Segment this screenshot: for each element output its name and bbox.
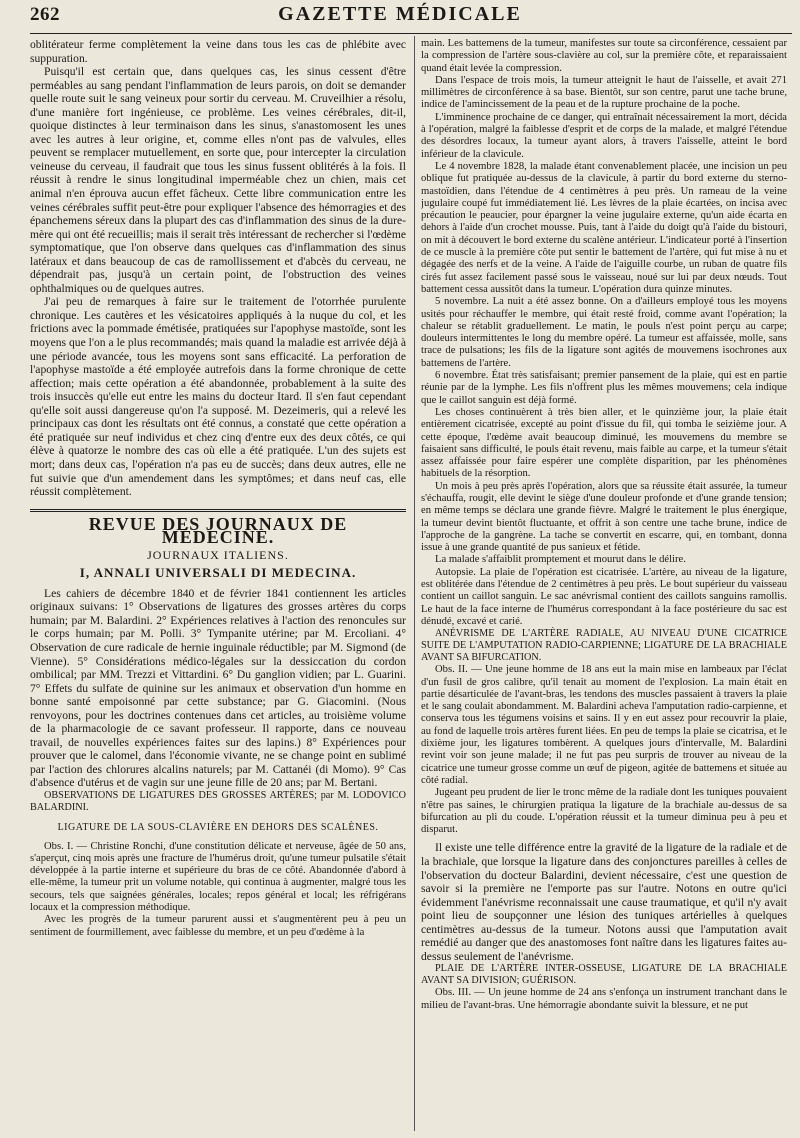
column-divider — [414, 36, 415, 1131]
left-column — [30, 38, 406, 1133]
observations-heading: OBSERVATIONS DE LIGATURES DES GROSSES ARTÈRES; par M. LODOVICO BALARDINI. — [30, 789, 406, 813]
paragraph: Obs. II. — Une jeune homme de 18 ans eut la main mise en lambeaux par l'éclat d'un fusil de gros calibre, qu'il tenait au moment de l'explosion. La main était en partie désarticulée de l'avant-bras, les tendons des muscles passaient à travers la plaie et le sang coulait abondamment. M. Balardini acheva l'amputation radio-carpienne, et conserva tous les tégumens voisins et sains. Il y en eut assez pour recouvrir la plaie, au fond de laquelle trois artères furent liées. En peu de temps la plaie se cicatrisa, et le dixième jour, les ligatures tombèrent. A quelques jours d'intervalle, M. Balardini revint voir son jeune malade; il ne fut pas peu surpris de trouver au niveau de la cicatrice une tumeur grosse comme un œuf de pigeon, agitée de battemens et située au côté radial. — [421, 664, 787, 786]
paragraph: J'ai peu de remarques à faire sur le traitement de l'otorrhée purulente chronique. Les cautères et les vésicatoires appliqués à la nuque du col, et les frictions avec la pommade émétisée, pratiquées sur l'apophyse mastoïde, sont les moyens que l'on a le plus recommandés; mais quand la maladie est arrivée déjà à une période avancée, tous les moyens sont sans efficacité. La perforation de l'apophyse mastoïde a été employée autrefois dans la forme chronique de cette affection; mais cette opération a été abandonnée, probablement à la suite des trois insuccès qu'elle eut entre les mains du docteur Itard. Il s'en faut cependant qu'elle soit aussi dangereuse qu'on l'a supposé. M. Dezeimeris, qui a relevé les principaux cas dont les résultats ont été connus, a constaté que cette opération a été pratiquée sur neuf individus et chez cinq d'entre eux des deux côtés, ce qui élève à quatorze le nombre des cas où elle a été pratiquée. L'un des sujets est mort; dans deux cas, l'opération n'a pas eu de succès; dans deux autres, elle ne fut suivie que d'un amendement dans les symptômes; et dans neuf cas, elle réussit complètement. — [30, 295, 406, 499]
paragraph: 5 novembre. La nuit a été assez bonne. On a d'ailleurs employé tous les moyens usités pour réchauffer le membre, qui était resté froid, comme avant l'opération; la chaleur se rétablit graduellement. Le matin, le pouls n'est point perçu au carpe; douleurs intermittentes le long du membre opéré. La tumeur est affaissée, molle, sans trace de pulsations; les fils de la ligature sont agités de mouvemens isochrones aux battemens de l'artère. — [421, 296, 787, 369]
paragraph: L'imminence prochaine de ce danger, qui entraînait nécessairement la mort, décida à l'opération, malgré la faiblesse d'esprit et de corps de la malade, et malgré l'étendue des désordres locaux, la tumeur ayant alors, à travers l'aisselle, atteint le bord inférieur de la clavicule. — [421, 111, 787, 160]
paragraph: Les choses continuèrent à très bien aller, et le quinzième jour, la plaie était entièrement cicatrisée, excepté au point d'issue du fil, qui tomba le seizième jour. A cette époque, l'œdème avait beaucoup diminué, les mouvemens du membre se faisaient sans difficulté, le pouls était revenu, mais faible au carpe, et la tumeur s'était assez affaissée pour faire espérer une complète disparition, par les phénomènes habituels de la résorption. — [421, 406, 787, 480]
paragraph: main. Les battemens de la tumeur, manifestes sur toute sa circonférence, cessaient par la compression de l'artère sous-clavière au col, sur la première côte, et reparaissaient quand était levée la compression. — [421, 38, 787, 74]
paragraph: La malade s'affaiblit promptement et mourut dans le délire. — [435, 554, 686, 566]
section-heading: I, ANNALI UNIVERSALI DI MEDECINA. — [79, 565, 357, 581]
paragraph: Il existe une telle différence entre la gravité de la ligature de la radiale et de la brachiale, que lorsque la ligature dans des conjonctures pareilles à celles de l'observation du docteur Balardini, devient nécessaire, c'est une question de savoir si la première ne l'emporte pas sur l'autre. Notons en outre qu'ici évidemment l'anévrisme reconnaissait une cause traumatique, et qu'il n'y avait point lieu de soupçonner une lésion des tuniques artérielles à quelques centimètres au-dessus de la tumeur. Notons aussi que l'amputation avait remédié au danger que des anastomoses font naître dans les ligatures faites au-dessus seulement de l'anévrisme. — [421, 841, 787, 963]
ligature-heading: LIGATURE DE LA SOUS-CLAVIÈRE EN DEHORS DES SCALÈNES. — [57, 821, 379, 833]
right-column — [421, 38, 787, 1133]
paragraph: Un mois à peu près après l'opération, alors que sa réussite était assurée, la tumeur s'échauffa, rougit, elle devint le siège d'une douleur profonde et d'une grande tension; en même temps se déclara une grande fièvre. Malgré le traitement le plus énergique, la tumeur devint bientôt fluctuante, et offrit à son centre une tache brune, indice de l'approche de la gangrène. La tache se convertit en escarre, qui, en tombant, donna issue à une grande quantité de pus sanieux et fétide. — [421, 480, 787, 554]
journal-title: GAZETTE MÉDICALE — [278, 3, 522, 25]
paragraph: Avec les progrès de la tumeur parurent aussi et s'augmentèrent peu à peu un sentiment de fourmillement, avec faiblesse du membre, et un peu d'œdème à la — [30, 914, 406, 938]
case-heading: PLAIE DE L'ARTÈRE INTER-OSSEUSE, LIGATURE DE LA BRACHIALE AVANT SA DIVISION; GUÉRISON. — [421, 963, 787, 987]
paragraph: oblitérateur ferme complètement la veine dans tous les cas de phlébite avec suppuration. — [30, 38, 406, 65]
paragraph: Puisqu'il est certain que, dans quelques cas, les sinus cessent d'être perméables au sang pendant l'inflammation de leurs parois, on doit se demander quelle route suit le sang veineux pour sortir du cerveau. M. Cruveilhier a résolu, d'une manière fort ingénieuse, ce problème. Les veines cérébrales, dit-il, quoique distinctes à leur terminaison dans les sinus, s'anastomosent les unes avec les autres à leur origine, et, comme elles n'ont pas de valvules, elles peuvent se remplacer mutuellement, en sorte que, pour intercepter la circulation veineuse du cerveau, il faudrait que tous les sinus fussent oblitérés à la fois. Il réussit à rendre le sinus longitudinal imperméable chez un chien, mais cet animal n'en éprouva aucun effet fâcheux. Cette libre communication entre les veines cérébrales suffit peut-être pour expliquer l'absence des hémorragies et des épanchemens séreux dans la plupart des cas d'inflammation des sinus de la dure-mère qui ont été recueillis; mais il serait très intéressant de rechercher si l'œdème symptomatique, que l'on observe dans quelques cas d'inflammation des sinus latéraux et dans beaucoup de cas de ramollissement et d'abcès du cerveau, ne dépendrait pas, jusqu'à un certain point, de l'obstruction des veines ophthalmiques ou de quelques autres. — [30, 65, 406, 295]
page-header — [0, 0, 800, 34]
paragraph: Obs. III. — Un jeune homme de 24 ans s'enfonça un instrument tranchant dans le milieu de l'avant-bras. Une hémorragie abondante suivit la blessure, et ne put — [421, 987, 787, 1011]
paragraph: Dans l'espace de trois mois, la tumeur atteignit le haut de l'aisselle, et avait 271 millimètres de circonférence à sa base. Bientôt, sur son centre, parut une tache brune, indice de l'amincissement de la peau et de la rupture prochaine de la poche. — [421, 74, 787, 111]
case-heading: ANÉVRISME DE L'ARTÈRE RADIALE, AU NIVEAU D'UNE CICATRICE SUITE DE L'AMPUTATION RADIO-CARPIENNE; LIGATURE DE LA BRACHIALE AVANT SA BIFURCATION. — [421, 628, 787, 664]
paragraph: Le 4 novembre 1828, la malade étant convenablement placée, une incision un peu oblique fut pratiquée au-dessus de la clavicule, à partir du bord externe du sterno-mastoïdien, dans l'étendue de 4 centimètres à peu près. Un rameau de la veine jugulaire coupé fut immédiatement lié. Les lèvres de la plaie écartées, on incisa avec précaution le peaucier, pour épargner la veine jugulaire externe, qu'un aide écarta en dehors à l'aide d'un crochet mousse. Puis, tant à l'aide du doigt qu'à l'aide du bistouri, on mit à découvert le bord externe du scalène antérieur. L'indicateur porté à l'insertion de ce muscle à la première côte put sentir le battement de l'artère, qui fut mise à nu et dégagée des nerfs et de la veine. A l'aide de l'aiguille courbe, un ruban de quatre fils cirés fut assez facilement passé sous le vaisseau, noué sur lui par deux nœuds. Tout battement cessa aussitôt dans la tumeur. L'opération dura quinze minutes. — [421, 160, 787, 295]
section-title: REVUE DES JOURNAUX DE MÉDECINE. — [88, 513, 348, 548]
header-rule — [30, 33, 792, 34]
paragraph: Les cahiers de décembre 1840 et de février 1841 contiennent les articles originaux suivans: 1° Observations de ligatures des grosses artères du corps humain; par M. Balardini. 2° Expériences relatives à l'action des renoncules sur le corps humain; par M. Polli. 3° Tympanite utérine; par M. Ercoliani. 4° Observation de cure radicale de hernie inguinale réductible; par M. Sigmond (de Vienne). 5° Considérations médico-légales sur la dessiccation du cordon ombilical; par MM. Trezzi et Vittardini. 6° Du ganglion vidien; par L. Guarini. 7° Effets du sulfate de quinine sur les animaux et observation d'un homme en bonne santé empoisonné par cette substance; par G. Giacomini. (Nous renvoyons, pour les doctrines contenues dans cet articles, au troisième volume de la pharmacologie de ce savant professeur. Il rapporte, dans ce nouveau travail, de nouvelles expériences faites sur des lapins.) 8° Expériences pour prouver que le calomel, dans l'économie vivante, ne se change point en sublimé par l'action des chlorures alcalins naturels; par M. Cattanéi (di Momo). 9° Cas d'absence d'utérus et de vagin sur une jeune fille de 20 ans; par M. Bertani. — [30, 586, 406, 790]
section-subtitle: JOURNAUX ITALIENS. — [147, 547, 289, 562]
page-number: 262 — [30, 4, 60, 25]
paragraph: Autopsie. La plaie de l'opération est cicatrisée. L'artère, au niveau de la ligature, est oblitérée dans l'étendue de 2 centimètres à peu près. Le bout supérieur du vaisseau contient un caillot sanguin. Le sac anévrismal contient des caillots sanguins ramollis. Le haut de la face interne de l'humérus correspondant à la face postérieure du sac est dénudé, excavé et carié. — [421, 566, 787, 627]
paragraph: Obs. I. — Christine Ronchi, d'une constitution délicate et nerveuse, âgée de 50 ans, s'aperçut, cinq mois après une fracture de l'humérus droit, qu'une tumeur pulsatile s'était développée à la partie interne et supérieure du bras de ce côté. Abandonnée d'abord à elle-même, la tumeur prit un volume notable, qui continua à augmenter, malgré tous les secours, tels que saignées générales, locales; repos général et local; les réfrigérans locaux et la compression méthodique. — [30, 840, 406, 914]
paragraph: 6 novembre. État très satisfaisant; premier pansement de la plaie, qui est en partie réunie par de la lymphe. Les fils n'offrent plus les mêmes mouvemens; cela indique que le caillot sanguin est déjà formé. — [421, 370, 787, 406]
section-rule — [30, 509, 406, 512]
paragraph: Jugeant peu prudent de lier le tronc même de la radiale dont les tuniques pouvaient n'être pas saines, le chirurgien pratiqua la ligature de la brachiale au-dessus de sa bifurcation au pli du coude. L'opération réussit et la tumeur diminua peu à peu et disparut. — [421, 787, 787, 836]
